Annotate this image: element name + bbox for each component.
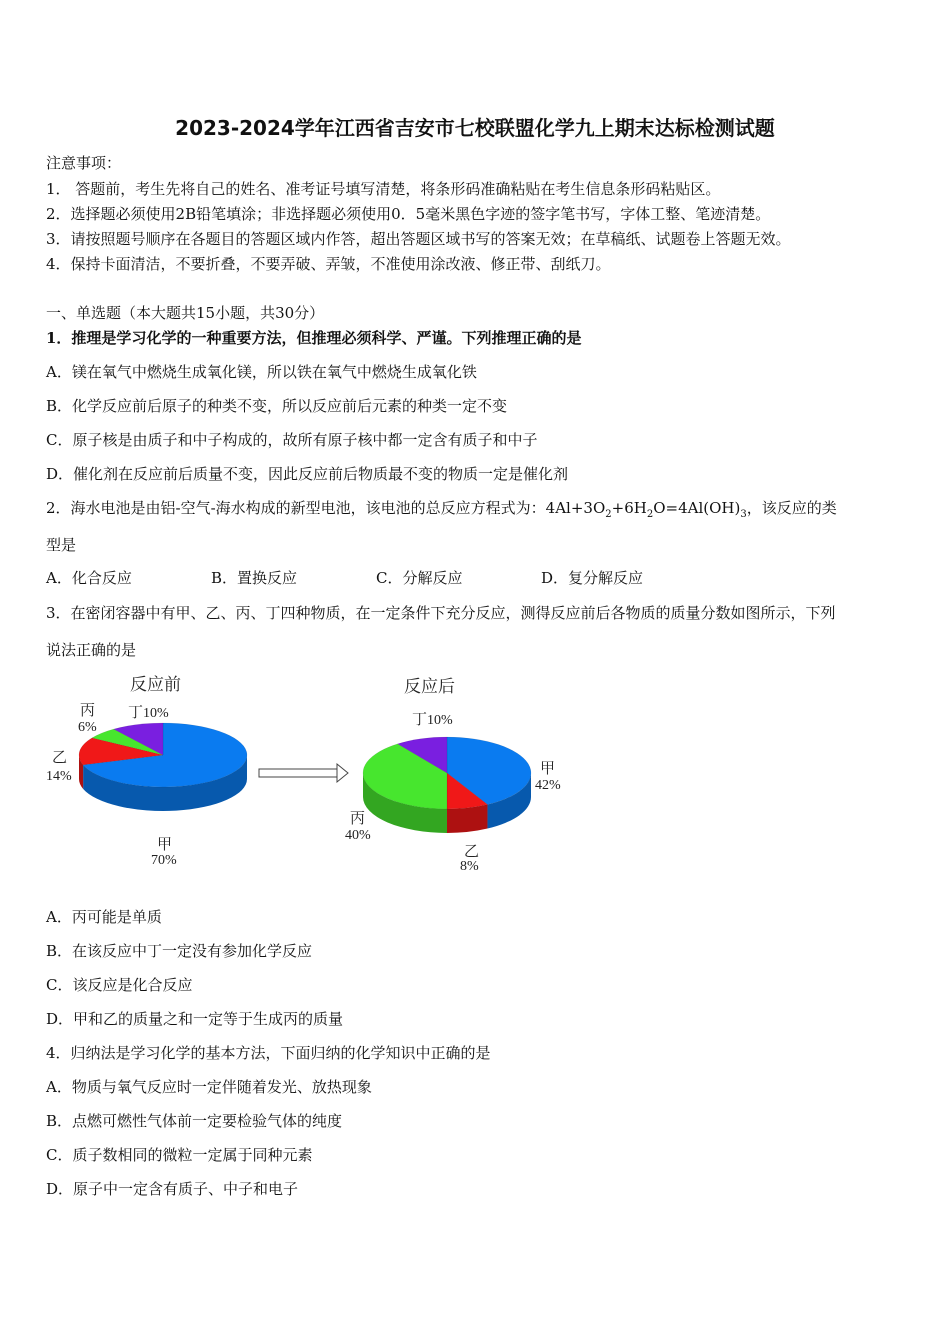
notice-item-4: 4．保持卡面清洁，不要折叠，不要弄破、弄皱，不准使用涂改液、修正带、刮纸刀。 (46, 255, 611, 273)
question-1-option-c: C．原子核是由质子和中子构成的，故所有原子核中都一定含有质子和中子 (46, 431, 538, 449)
pie-before-label-yi: 乙 (52, 748, 68, 766)
question-2-option-d: D．复分解反应 (541, 569, 644, 587)
question-3-option-b: B．在该反应中丁一定没有参加化学反应 (46, 942, 313, 960)
pie-chart-figure (40, 668, 600, 888)
question-2-option-b: B．置换反应 (211, 569, 298, 587)
section-heading: 一、单选题（本大题共15小题，共30分） (46, 304, 325, 322)
pie-after-pct-yi: 8% (460, 859, 479, 874)
pie-before-label-bing: 丙 (80, 701, 96, 719)
pie-charts-svg (40, 668, 600, 888)
question-2-stem-cont: 型是 (46, 536, 77, 554)
question-4-option-d: D．原子中一定含有质子、中子和电子 (46, 1180, 299, 1198)
question-4-stem: 4．归纳法是学习化学的基本方法，下面归纳的化学知识中正确的是 (46, 1044, 491, 1062)
pie-after (363, 737, 531, 833)
question-2-option-c: C．分解反应 (376, 569, 463, 587)
question-4-option-c: C．质子数相同的微粒一定属于同种元素 (46, 1146, 313, 1164)
pie-before (79, 723, 247, 811)
pie-before-pct-jia: 70% (151, 853, 177, 868)
pie-after-label-bing: 丙 (350, 809, 366, 827)
question-3-option-a: A．丙可能是单质 (46, 908, 162, 926)
pie-before-label-jia: 甲 (157, 835, 173, 853)
notice-item-1: 1． 答题前，考生先将自己的姓名、准考证号填写清楚，将条形码准确粘贴在考生信息条形码粘贴区。 (46, 180, 721, 198)
pie-after-title: 反应后 (404, 677, 455, 697)
pie-after-label-jia: 甲 (540, 759, 556, 777)
notice-item-3: 3．请按照题号顺序在各题目的答题区域内作答，超出答题区域书写的答案无效；在草稿纸、试题卷上答题无效。 (46, 230, 791, 248)
question-3-option-c: C．该反应是化合反应 (46, 976, 193, 994)
question-1-stem: 1．推理是学习化学的一种重要方法，但推理必须科学、严谨。下列推理正确的是 (46, 329, 582, 347)
pie-before-pct-yi: 14% (46, 769, 72, 784)
question-4-option-a: A．物质与氧气反应时一定伴随着发光、放热现象 (46, 1078, 372, 1096)
pie-before-title: 反应前 (130, 675, 181, 695)
question-2-options (46, 567, 706, 588)
pie-after-pct-bing: 40% (345, 828, 371, 843)
pie-after-label-yi: 乙 (464, 842, 480, 860)
question-2-stem: 2．海水电池是由铝-空气-海水构成的新型电池，该电池的总反应方程式为：$4Al+3O_2+6H_2O=4Al(OH)_3$，该反应的类 (46, 499, 837, 520)
question-1-option-a: A．镁在氧气中燃烧生成氧化镁，所以铁在氧气中燃烧生成氧化铁 (46, 363, 477, 381)
question-3-stem: 3．在密闭容器中有甲、乙、丙、丁四种物质，在一定条件下充分反应，测得反应前后各物质的质量分数如图所示，下列 (46, 604, 836, 622)
question-3-option-d: D．甲和乙的质量之和一定等于生成丙的质量 (46, 1010, 344, 1028)
question-1-option-b: B．化学反应前后原子的种类不变，所以反应前后元素的种类一定不变 (46, 397, 508, 415)
notice-item-2: 2．选择题必须使用2B铅笔填涂；非选择题必须使用0．5毫米黑色字迹的签字笔书写，字体工整、笔迹清楚。 (46, 205, 771, 223)
page-title: 2023-2024学年江西省吉安市七校联盟化学九上期末达标检测试题 (175, 116, 775, 140)
question-3-stem-cont: 说法正确的是 (46, 641, 137, 659)
pie-before-label-ding: 丁10% (128, 703, 169, 721)
pie-after-label-ding: 丁10% (412, 710, 453, 728)
pie-after-pct-jia: 42% (535, 778, 561, 793)
arrow-icon (259, 764, 348, 782)
pie-before-pct-bing: 6% (78, 720, 97, 735)
question-4-option-b: B．点燃可燃性气体前一定要检验气体的纯度 (46, 1112, 343, 1130)
question-2-option-a: A．化合反应 (46, 569, 132, 587)
notice-heading: 注意事项： (46, 154, 122, 172)
question-1-option-d: D．催化剂在反应前后质量不变，因此反应前后物质最不变的物质一定是催化剂 (46, 465, 569, 483)
